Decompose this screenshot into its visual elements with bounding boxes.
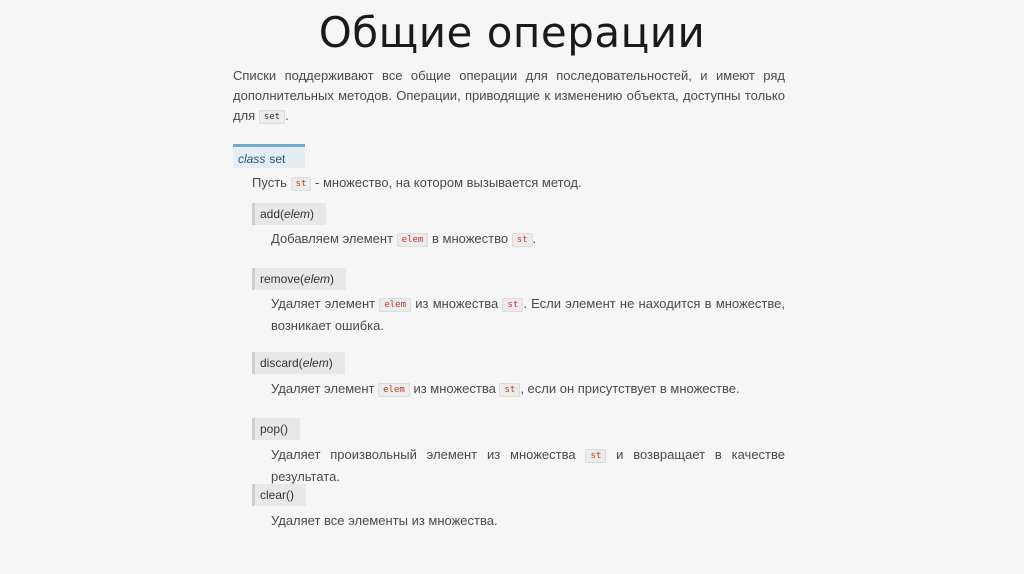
method-discard: discard(elem) [252, 352, 345, 374]
method-pop-description: Удаляет произвольный элемент из множества st и возвращает в качестве результата. [271, 447, 785, 484]
method-clear-description: Удаляет все элементы из множества. [271, 513, 498, 528]
intro-text: Списки поддерживают все общие операции для последовательностей, и имеют ряд дополнительных методов. Операции, приводящие к изменению объекта, доступны только для [233, 68, 785, 123]
code-st: st [291, 177, 312, 191]
method-add-description: Добавляем элемент elem в множество st . [271, 231, 537, 246]
code-st: st [585, 449, 606, 463]
intro-end: . [285, 108, 289, 123]
code-elem: elem [379, 298, 411, 312]
method-clear: clear() [252, 484, 306, 506]
class-declaration [233, 144, 305, 168]
class-description: Пусть st - множество, на котором вызывается метод. [252, 175, 582, 190]
code-elem: elem [397, 233, 429, 247]
method-remove-description: Удаляет элемент elem из множества st . Если элемент не находится в множестве, возникает ошибка. [271, 296, 785, 333]
method-add: add(elem) [252, 203, 326, 225]
code-st: st [499, 383, 520, 397]
class-name: set [269, 152, 286, 166]
slide-title: Общие операции [318, 8, 706, 57]
code-st: st [512, 233, 533, 247]
class-keyword: class [238, 152, 266, 166]
method-discard-description: Удаляет элемент elem из множества st , если он присутствует в множестве. [271, 381, 740, 396]
code-st: st [502, 298, 523, 312]
intro-paragraph [233, 66, 785, 128]
code-elem: elem [378, 383, 410, 397]
method-remove: remove(elem) [252, 268, 346, 290]
code-set: set [259, 110, 285, 124]
method-pop: pop() [252, 418, 300, 440]
